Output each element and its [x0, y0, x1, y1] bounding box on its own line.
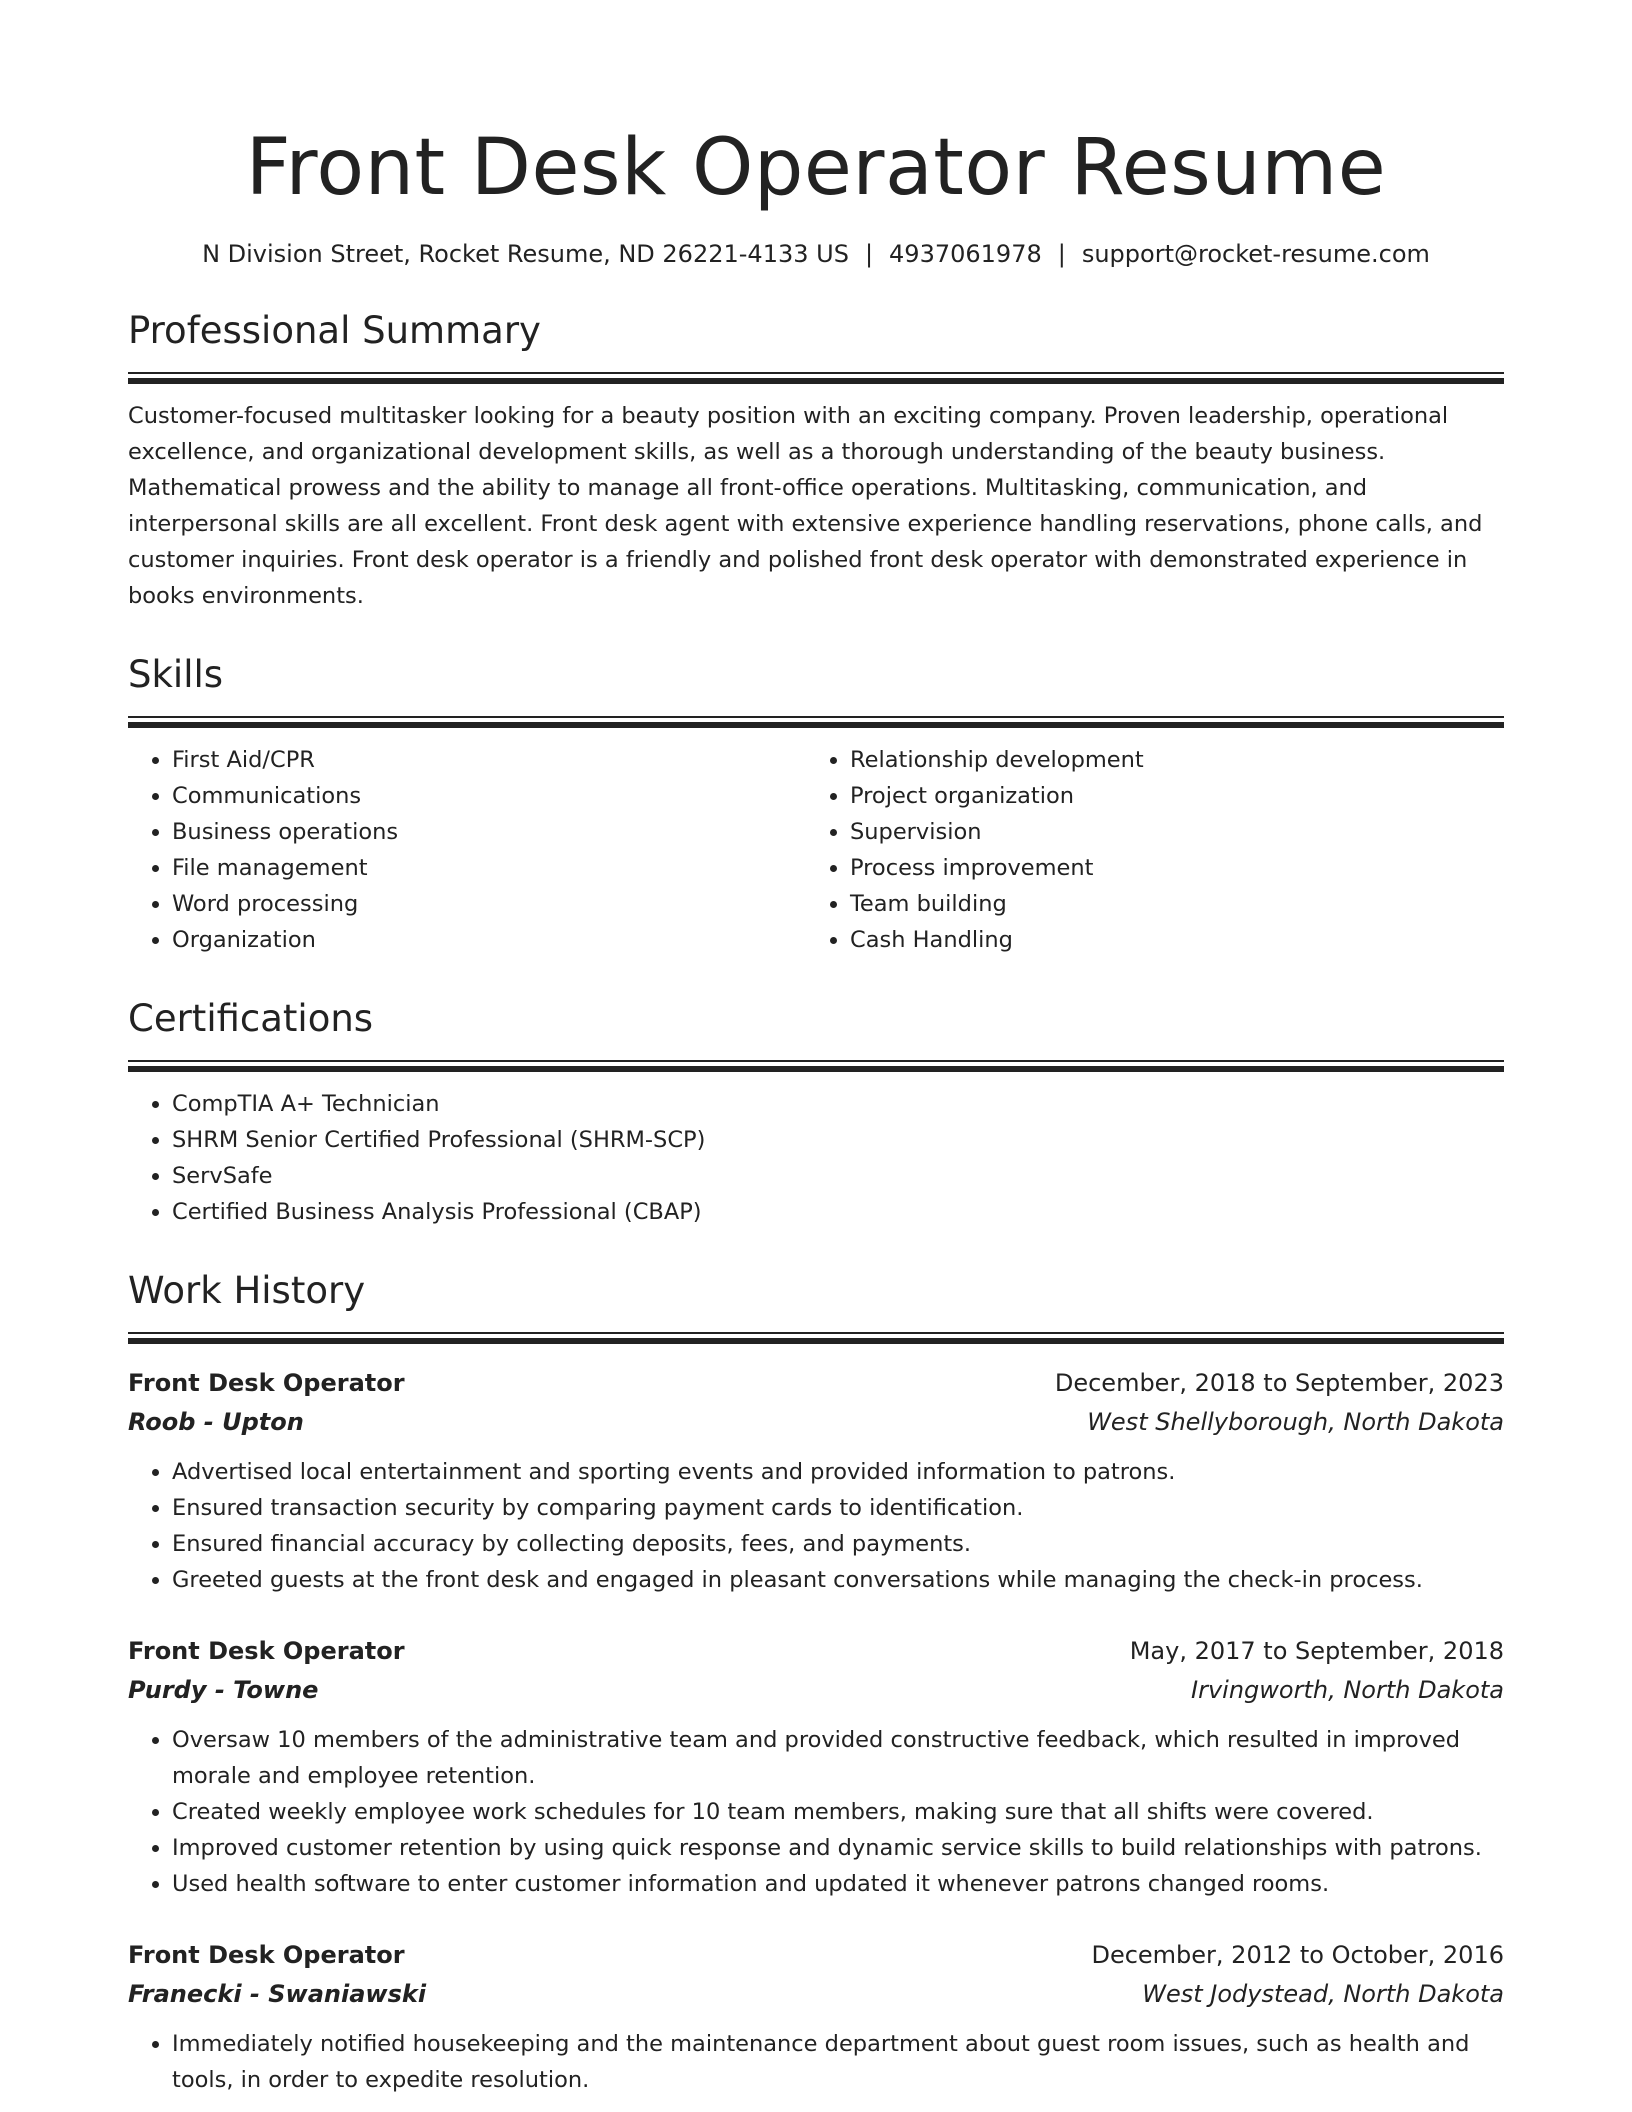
job-company: Roob - Upton [128, 1408, 304, 1436]
skills-section [128, 652, 1504, 958]
skills-grid [128, 728, 1504, 958]
job-entry [128, 1632, 1504, 1902]
job-bullets [128, 1722, 1504, 1902]
job-title: Front Desk Operator [128, 1941, 405, 1969]
job-bullet: • Ensured financial accuracy by collecting deposits, fees, and payments. [172, 1526, 1504, 1562]
job-location: West Shellyborough, North Dakota [1087, 1408, 1504, 1436]
job-dates: May, 2017 to September, 2018 [1129, 1637, 1504, 1665]
job-bullet: • Ensured transaction security by comparing payment cards to identification. [172, 1490, 1504, 1526]
skill-item: • First Aid/CPR [172, 742, 806, 778]
certifications-section [128, 996, 1504, 1230]
section-divider [128, 716, 1504, 728]
skill-item: • Communications [172, 778, 806, 814]
skill-item: • Project organization [850, 778, 1528, 814]
skills-heading: Skills [128, 653, 224, 696]
job-bullet: • Immediately notified housekeeping and the maintenance department about guest room issues, such as health and tools, in order to expedite resolution. [172, 2026, 1504, 2098]
job-company-row [128, 1975, 1504, 2014]
skill-item: • Process improvement [850, 850, 1528, 886]
skill-item: • Cash Handling [850, 922, 1528, 958]
job-company-row [128, 1403, 1504, 1442]
contact-separator: | [864, 240, 874, 268]
job-bullet: • Oversaw 10 members of the administrative team and provided constructive feedback, which resulted in improved morale and employee retention. [172, 1722, 1504, 1794]
job-company-row [128, 1671, 1504, 1710]
job-company: Franecki - Swaniawski [128, 1980, 427, 2008]
certification-item: • SHRM Senior Certified Professional (SHRM-SCP) [172, 1122, 1504, 1158]
job-location: West Jodystead, North Dakota [1142, 1980, 1504, 2008]
contact-separator: | [1057, 240, 1066, 268]
job-dates: December, 2012 to October, 2016 [1091, 1941, 1504, 1969]
job-title: Front Desk Operator [128, 1369, 405, 1397]
job-entry [128, 1936, 1504, 2098]
section-divider [128, 372, 1504, 384]
contact-email[interactable]: support@rocket-resume.com [1081, 240, 1430, 268]
job-entry [128, 1364, 1504, 1598]
job-bullet: • Created weekly employee work schedules for 10 team members, making sure that all shifts were covered. [172, 1794, 1504, 1830]
skills-list-right [806, 742, 1528, 958]
certification-item: • Certified Business Analysis Professional (CBAP) [172, 1194, 1504, 1230]
job-bullet: • Improved customer retention by using quick response and dynamic service skills to build relationships with patrons. [172, 1830, 1504, 1866]
job-title: Front Desk Operator [128, 1637, 405, 1665]
contact-address: N Division Street, Rocket Resume, ND 26221-4133 US [202, 240, 849, 268]
job-bullet: • Used health software to enter customer information and updated it whenever patrons changed rooms. [172, 1866, 1504, 1902]
job-header-row [128, 1936, 1504, 1975]
job-dates: December, 2018 to September, 2023 [1054, 1369, 1504, 1397]
skill-item: • Organization [172, 922, 806, 958]
skill-item: • Business operations [172, 814, 806, 850]
resume-page [128, 0, 1504, 2098]
resume-title: Front Desk Operator Resume [245, 123, 1387, 213]
job-header-row [128, 1364, 1504, 1403]
certifications-heading: Certifications [128, 997, 374, 1040]
contact-phone: 4937061978 [889, 240, 1042, 268]
job-bullets [128, 2026, 1504, 2098]
summary-section [128, 308, 1504, 614]
section-divider [128, 1060, 1504, 1072]
job-header-row [128, 1632, 1504, 1671]
skills-list-left [128, 742, 806, 958]
summary-text: Customer-focused multitasker looking for a beauty position with an exciting company. Proven leadership, operational excellence, and organizational development skills, as well as a thorough understanding of the beauty business. Mathematical prowess and the ability to manage all front-office operations. Multitasking, communication, and interpersonal skills are all excellent. Front desk agent with extensive experience handling reservations, phone calls, and customer inquiries. Front desk operator is a friendly and polished front desk operator with demonstrated experience in books environments. [128, 403, 1483, 609]
contact-line [128, 238, 1504, 270]
skill-item: • Supervision [850, 814, 1528, 850]
skill-item: • Team building [850, 886, 1528, 922]
summary-heading: Professional Summary [128, 309, 541, 352]
job-location: Irvingworth, North Dakota [1191, 1676, 1504, 1704]
work-history-heading: Work History [128, 1269, 366, 1312]
skill-item: • Relationship development [850, 742, 1528, 778]
certification-item: • CompTIA A+ Technician [172, 1086, 1504, 1122]
job-bullet: • Greeted guests at the front desk and engaged in pleasant conversations while managing the check-in process. [172, 1562, 1504, 1598]
skill-item: • File management [172, 850, 806, 886]
job-company: Purdy - Towne [128, 1676, 319, 1704]
skill-item: • Word processing [172, 886, 806, 922]
section-divider [128, 1332, 1504, 1344]
certification-item: • ServSafe [172, 1158, 1504, 1194]
certifications-list [128, 1086, 1504, 1230]
job-bullet: • Advertised local entertainment and sporting events and provided information to patrons. [172, 1454, 1504, 1490]
job-bullets [128, 1454, 1504, 1598]
work-history-section [128, 1268, 1504, 2098]
